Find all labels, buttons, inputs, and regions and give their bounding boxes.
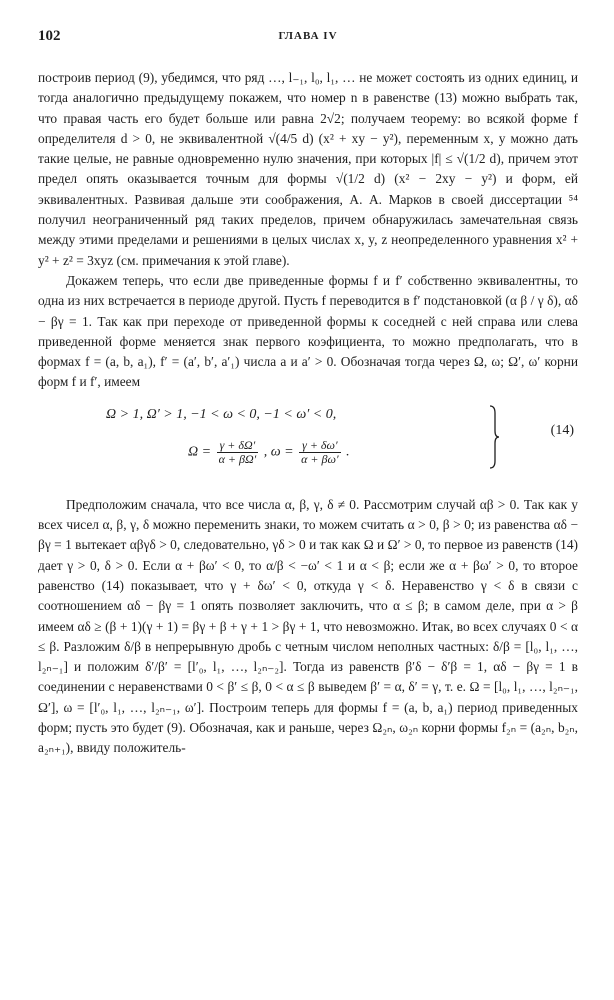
paragraph-3: Предположим сначала, что все числа α, β, γ, δ ≠ 0. Рассмотрим случай αβ > 0. Так как у всех чисел α, β, γ, δ можно переменить знаки, то можем считать α > 0, β > 0; из равенства αδ − βγ = 1 вытекает αβγδ > 0, следовательно, γδ > 0 и так как Ω и Ω′ > 0, то первое из равенств (14) дает γ > 0, δ > 0. Если α + βω′ < 0, то α/β < −ω′ < 1 и α < β; если же α + βω′ > 0, то второе равенство (14) показывает, что γ + δω′ < 0, откуда γ < δ. Неравенство γ < δ в связи с соотношением αδ − βγ = 1 опять позволяет заключить, что α ≤ β; в самом деле, при α > β имеем αδ ≥ (β + 1)(γ + 1) = βγ + β + γ + 1 > βγ + 1, что невозможно. Итак, во всех случаях 0 < α ≤ β. Разложим δ/β в непрерывную дробь с четным числом неполных частных: δ/β = [l₀, l₁, …, l₂ₙ₋₁] и положим δ′/β′ = [l′₀, l₁, …, l₂ₙ₋₂]. Тогда из равенств β′δ − δ′β = 1, αδ − βγ = 1 в соединении с неравенствами 0 < β′ ≤ β, 0 < α ≤ β выведем β′ = α, δ′ = γ, т. е. Ω = [l₀, l₁, …, l₂ₙ₋₁, Ω′], ω = [l′₀, l₁, …, l₂ₙ₋₁, ω′]. Построим теперь для формы f = (a, b, a₁) период приведенных форм; пусть это будет (9). Обозначая, как и раньше, через Ω₂ₙ, ω₂ₙ корни формы f₂ₙ = (a₂ₙ, b₂ₙ, a₂ₙ₊₁), ввиду положитель-	[38, 496, 578, 756]
equation-omega-small-lhs: , ω =	[263, 444, 294, 460]
book-page	[38, 28, 578, 759]
paragraph-1: построив период (9), убедимся, что ряд …, l₋₁, l₀, l₁, … не может состоять из одних единиц, и тогда аналогично предыдущему покажем, что номер n в равенстве (13) можно выбрать так, что правая часть его будет больше или равна 2√2; получаем теорему: во всякой форме f определителя d > 0, не эквивалентной √(4/5 d) (x² + xy − y²), переменным x, y можно дать такие целые, не равные одновременно нулю значения, при которых |f| ≤ √(1/2 d), причем этот предел опять оказывается точным для формы √(1/2 d) (x² − 2xy − y²) и форм, ей эквивалентных. Развивая дальше эти соображения, А. А. Марков в своей диссертации ⁵⁴ получил неограниченный ряд таких пределов, причем обнаружилась замечательная связь между этими пределами и решениями в целых числах x, y, z неопределенного уравнения x² + y² + z² = 3xyz (см. примечания к этой главе).	[38, 70, 578, 268]
paragraph-2: Докажем теперь, что если две приведенные формы f и f′ собственно эквивалентны, то одна из них встречается в периоде другой. Пусть f переводится в f′ подстановкой (α β / γ δ), αδ − βγ = 1. Так как при переходе от приведенной формы к соседней с ней справа или слева приведенной форме меняется знак первого коэфициента, то можно предполагать, что в формах f = (a, b, a₁), f′ = (a′, b′, a′₁) числа a и a′ > 0. Обозначая тогда через Ω, ω; Ω′, ω′ корни форм f и f′, имеем	[38, 272, 578, 390]
fraction-1-numerator: γ + δΩ′	[217, 439, 259, 453]
equation-14	[38, 403, 578, 481]
right-brace-icon	[488, 405, 500, 469]
equation-line-1: Ω > 1, Ω′ > 1, −1 < ω < 0, −1 < ω′ < 0,	[106, 406, 337, 422]
equation-fraction-2	[299, 439, 340, 466]
fraction-1-denominator: α + βΩ′	[218, 451, 257, 466]
fraction-2-denominator: α + βω′	[301, 451, 339, 466]
running-head	[38, 28, 578, 50]
equation-line-2	[188, 439, 350, 466]
equation-end-period: .	[346, 444, 350, 460]
fraction-2-numerator: γ + δω′	[299, 439, 340, 453]
equation-number: (14)	[550, 422, 574, 438]
page-number: 102	[38, 28, 61, 44]
chapter-title: ГЛАВА IV	[278, 30, 338, 42]
equation-omega-lhs: Ω =	[188, 444, 212, 460]
equation-fraction-1	[217, 439, 259, 466]
